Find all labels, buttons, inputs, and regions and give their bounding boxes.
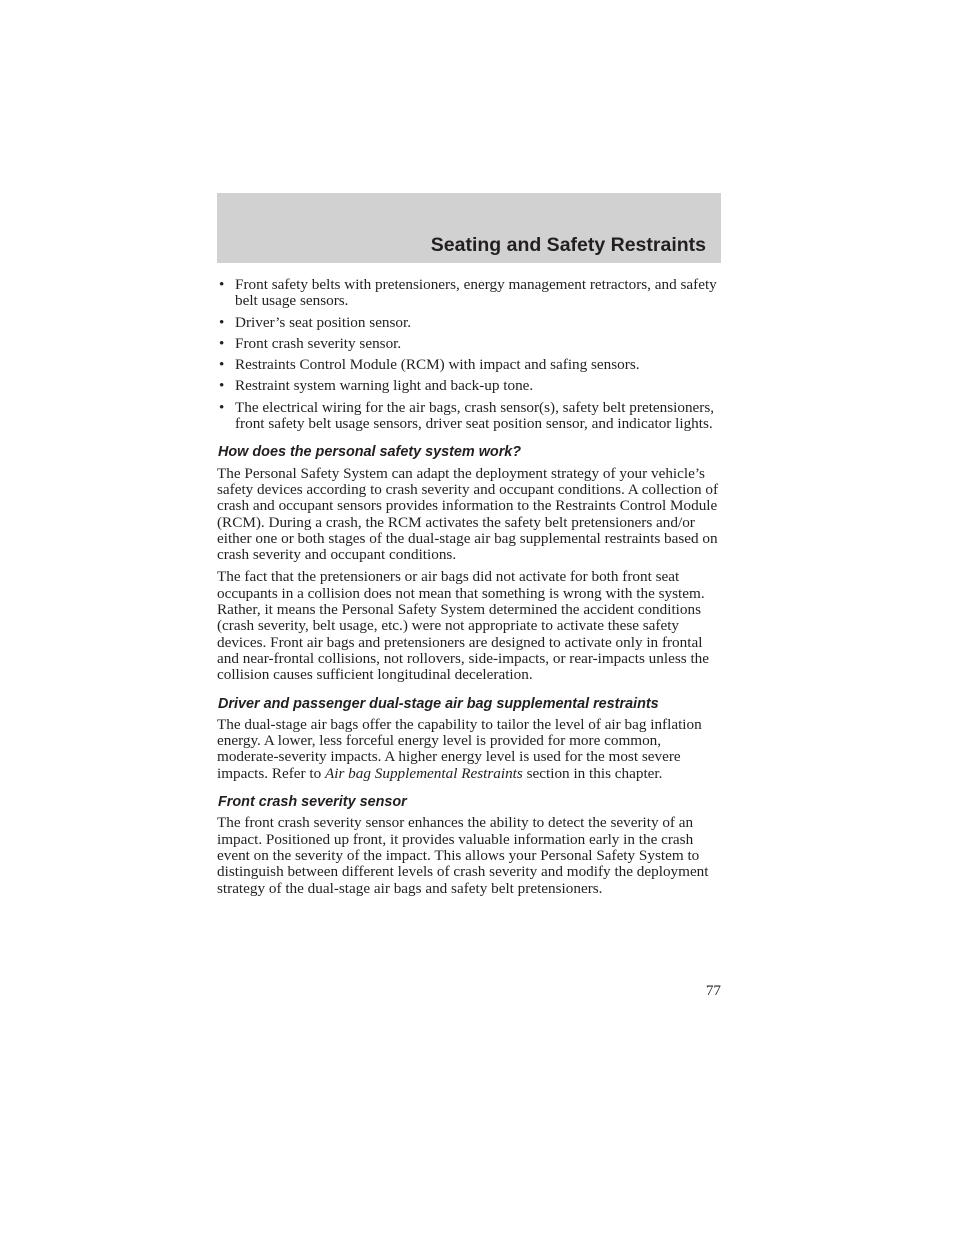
list-item-text: The electrical wiring for the air bags, crash sensor(s), safety belt pretensioners, front safety belt usage sensors, driver seat position sensor, and indicator lights. <box>235 398 715 433</box>
list-item-text: Restraint system warning light and back-up tone. <box>235 377 534 395</box>
section-reference: Air bag Supplemental Restraints <box>324 764 523 782</box>
paragraph-how-it-works: The Personal Safety System can adapt the deployment strategy of your vehicle’s safety devices according to crash severity and occupant conditions. A collection of crash and occupant sensors provides information to the Restraints Control Module (RCM). During a crash, the RCM activates the safety belt pretensioners and/or either one or both stages of the dual-stage air bag supplemental restraints based on crash severity and occupant conditions. <box>217 464 719 564</box>
subheading-dual-stage-air-bags: Driver and passenger dual-stage air bag supplemental restraints <box>218 695 659 712</box>
list-item <box>217 357 721 373</box>
paragraph-front-crash-sensor: The front crash severity sensor enhances the ability to detect the severity of an impact. Positioned up front, it provides valuable information early in the crash event on the severity of the impact. This allows your Personal Safety System to distinguish between different levels of crash severity and modify the deployment strategy of the dual-stage air bags and safety belt pretensioners. <box>217 814 709 897</box>
bullet-icon: • <box>219 377 225 395</box>
component-list <box>217 277 721 432</box>
list-item-text: Front crash severity sensor. <box>235 334 402 352</box>
page-content <box>217 277 721 903</box>
page-number: 77 <box>705 982 721 999</box>
list-item <box>217 277 721 310</box>
list-item <box>217 378 721 394</box>
list-item-text: Front safety belts with pretensioners, energy management retractors, and safety belt usage sensors. <box>235 276 717 310</box>
subheading-front-crash-sensor: Front crash severity sensor <box>218 794 407 811</box>
paragraph-dual-stage-air-bags <box>217 717 721 782</box>
bullet-icon: • <box>219 313 225 331</box>
bullet-icon: • <box>219 334 225 352</box>
list-item-text: Driver’s seat position sensor. <box>235 313 412 331</box>
paragraph-text: section in this chapter. <box>522 764 663 782</box>
bullet-icon: • <box>219 398 225 416</box>
section-header-band <box>217 193 721 263</box>
bullet-icon: • <box>219 356 225 374</box>
paragraph-text: The dual-stage air bags offer the capability to tailor the level of air bag inflation energy. A lower, less forceful energy level is provided for more common, moderate-severity impacts. A higher energy level is used for the most severe impacts. Refer to <box>217 715 702 782</box>
bullet-icon: • <box>219 276 225 293</box>
paragraph-activation-note: The fact that the pretensioners or air bags did not activate for both front seat occupants in a collision does not mean that something is wrong with the system. Rather, it means the Personal Safety System determined the accident conditions (crash severity, belt usage, etc.) were not appropriate to activate these safety devices. Front air bags and pretensioners are designed to activate only in frontal and near-frontal collisions, not rollovers, side-impacts, or rear-impacts unless the collision causes sufficient longitudinal deceleration. <box>217 568 709 684</box>
list-item <box>217 400 721 433</box>
list-item-text: Restraints Control Module (RCM) with impact and safing sensors. <box>235 356 640 374</box>
list-item <box>217 315 721 331</box>
section-title: Seating and Safety Restraints <box>430 234 706 256</box>
subheading-how-it-works: How does the personal safety system work? <box>218 444 522 461</box>
list-item <box>217 336 721 352</box>
